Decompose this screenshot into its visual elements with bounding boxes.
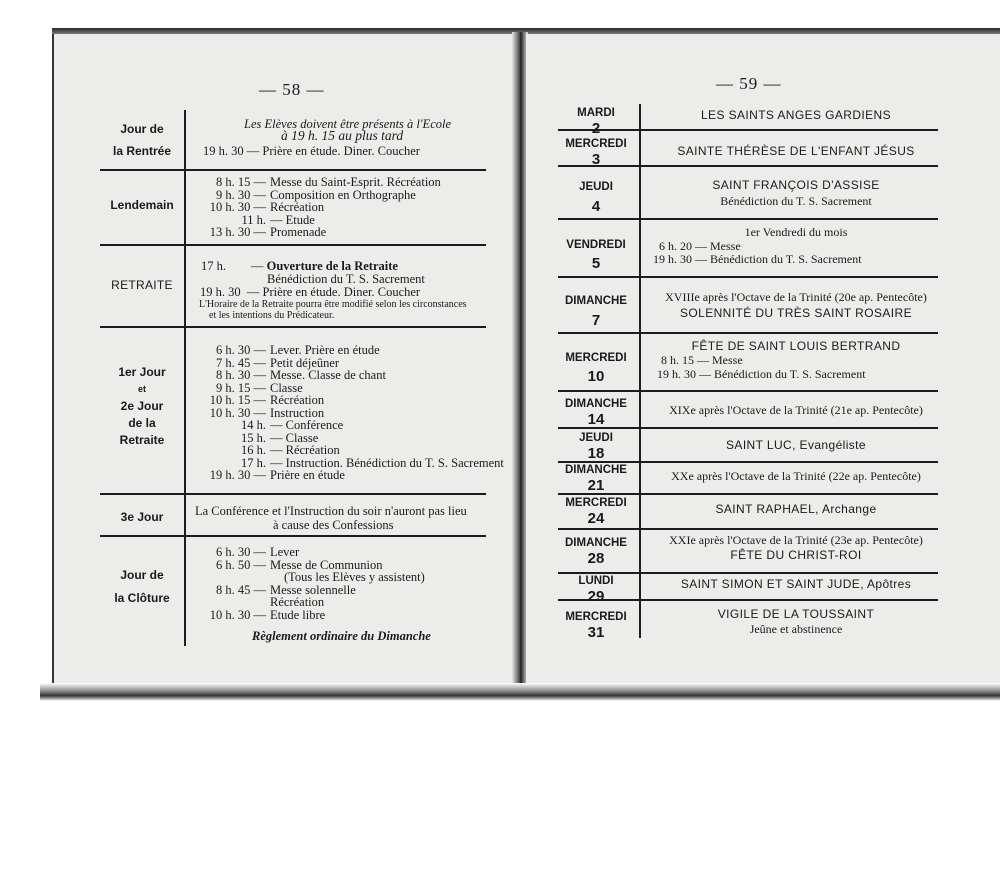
day-label: DIMANCHE 28 (565, 537, 627, 567)
rule (100, 535, 486, 537)
rule (558, 276, 938, 278)
entry-text: FÊTE DE SAINT LOUIS BERTRAND 8 h. 15 — Messe 19 h. 30 — Bénédiction du T. S. Sacrement (657, 339, 901, 381)
entry-text: XVIIIe après l'Octave de la Trinité (20e ap. Pentecôte) SOLENNITÉ DU TRÈS SAINT ROSAIRE (665, 290, 927, 320)
entry-text: SAINT SIMON ET SAINT JUDE, Apôtres (680, 577, 912, 591)
rentree-note-2: à 19 h. 15 au plus tard (281, 128, 404, 143)
day-label: VENDREDI 5 (566, 239, 626, 272)
entry-text: XXIe après l'Octave de la Trinité (23e ap. Pentecôte) FÊTE DU CHRIST-ROI (669, 533, 923, 562)
jours-retraite-schedule: 6 h. 30 — Lever. Prière en étude 7 h. 45 — Petit déjeûner 8 h. 30 — Messe. Classe de chant 9 h. 15 — Classe 10 h. 15 — Récréation 10 h. 30 — Instruction 14 h. — Conférence 15 h. — Classe 16 h. — Récréation 17 h. — Instruction. Bénédiction du T. S. Sacrement 19 h. 30 — Prière en étude (209, 343, 504, 482)
retraite-label: RETRAITE (111, 278, 173, 292)
day-label: MERCREDI 31 (565, 611, 627, 641)
day-label: MERCREDI 24 (565, 497, 627, 527)
day-label: MERCREDI 3 (565, 138, 627, 168)
rentree-note-1: Les Elèves doivent être présents à l'Ecole (244, 117, 452, 131)
cloture-footer: Règlement ordinaire du Dimanche (252, 629, 431, 643)
entry-text: SAINT RAPHAEL, Archange (715, 502, 877, 516)
entry-text: SAINTE THÉRÈSE DE L'ENFANT JÉSUS (677, 144, 915, 158)
entry-text: 1er Vendredi du mois 6 h. 20 — Messe 19 h. 30 — Bénédiction du T. S. Sacrement (653, 225, 862, 266)
retraite-line-3: 19 h. 30 — Prière en étude. Diner. Coucher (200, 285, 421, 299)
troisieme-jour-line-1: La Conférence et l'Instruction du soir n'auront pas lieu (195, 504, 467, 518)
retraite-line-1: 17 h. — Ouverture de la Retraite (201, 259, 398, 273)
cloture-label: Jour de la Clôture (114, 568, 170, 605)
troisieme-jour-line-2: à cause des Confessions (273, 518, 394, 532)
day-label: DIMANCHE 14 (565, 398, 627, 428)
day-label: JEUDI 4 (579, 181, 613, 215)
right-page (526, 34, 1000, 688)
rentree-line: 19 h. 30 — Prière en étude. Diner. Coucher (203, 144, 420, 158)
page-number: — 59 — (716, 74, 782, 93)
rule (558, 528, 938, 530)
day-label: DIMANCHE 7 (565, 295, 627, 329)
day-label: LUNDI 29 (578, 575, 614, 605)
entry-text: XXe après l'Octave de la Trinité (22e ap. Pentecôte) (671, 469, 921, 483)
rentree-label: Jour de la Rentrée (112, 122, 172, 158)
day-label: MARDI 2 (577, 107, 615, 137)
left-page (52, 34, 522, 688)
cloture-schedule: 6 h. 30 — Lever 6 h. 50 — Messe de Communion (Tous les Elèves y assistent) 8 h. 45 — Messe solennelle Récréation 10 h. 30 — Etude libre (209, 545, 425, 622)
rule (558, 390, 938, 392)
entry-text: SAINT LUC, Evangéliste (726, 438, 866, 452)
rule (558, 218, 938, 220)
lendemain-label: Lendemain (110, 198, 174, 212)
retraite-note-1: L'Horaire de la Retraite pourra être modifié selon les circonstances (199, 299, 467, 310)
page-number: — 58 — (259, 80, 325, 99)
retraite-note-2: et les intentions du Prédicateur. (209, 310, 335, 321)
retraite-line-2: Bénédiction du T. S. Sacrement (267, 272, 425, 286)
day-label: DIMANCHE 21 (565, 464, 627, 494)
lendemain-schedule: 8 h. 15 — Messe du Saint-Esprit. Récréation 9 h. 30 — Composition en Orthographe 10 h. 30 — Récréation 11 h. — Etude 13 h. 30 — Promenade (209, 175, 441, 239)
entry-text: XIXe après l'Octave de la Trinité (21e ap. Pentecôte) (669, 403, 923, 417)
rule (100, 244, 486, 246)
troisieme-jour-label: 3e Jour (120, 510, 164, 524)
scan-edge-bottom (40, 683, 1000, 701)
day-label: JEUDI 18 (579, 432, 613, 462)
rule (100, 169, 486, 171)
day-label: MERCREDI 10 (565, 352, 627, 385)
jours-retraite-label: 1er Jour et 2e Jour de la Retraite (118, 365, 166, 447)
entry-text: LES SAINTS ANGES GARDIENS (700, 108, 892, 122)
entry-text: VIGILE DE LA TOUSSAINT Jeûne et abstinence (717, 607, 875, 636)
rule (558, 332, 938, 334)
rule (100, 493, 486, 495)
column-divider (639, 104, 641, 638)
entry-text: SAINT FRANÇOIS D'ASSISE Bénédiction du T. S. Sacrement (712, 178, 880, 208)
column-divider (184, 110, 186, 646)
rule (100, 326, 486, 328)
rule (558, 572, 938, 574)
